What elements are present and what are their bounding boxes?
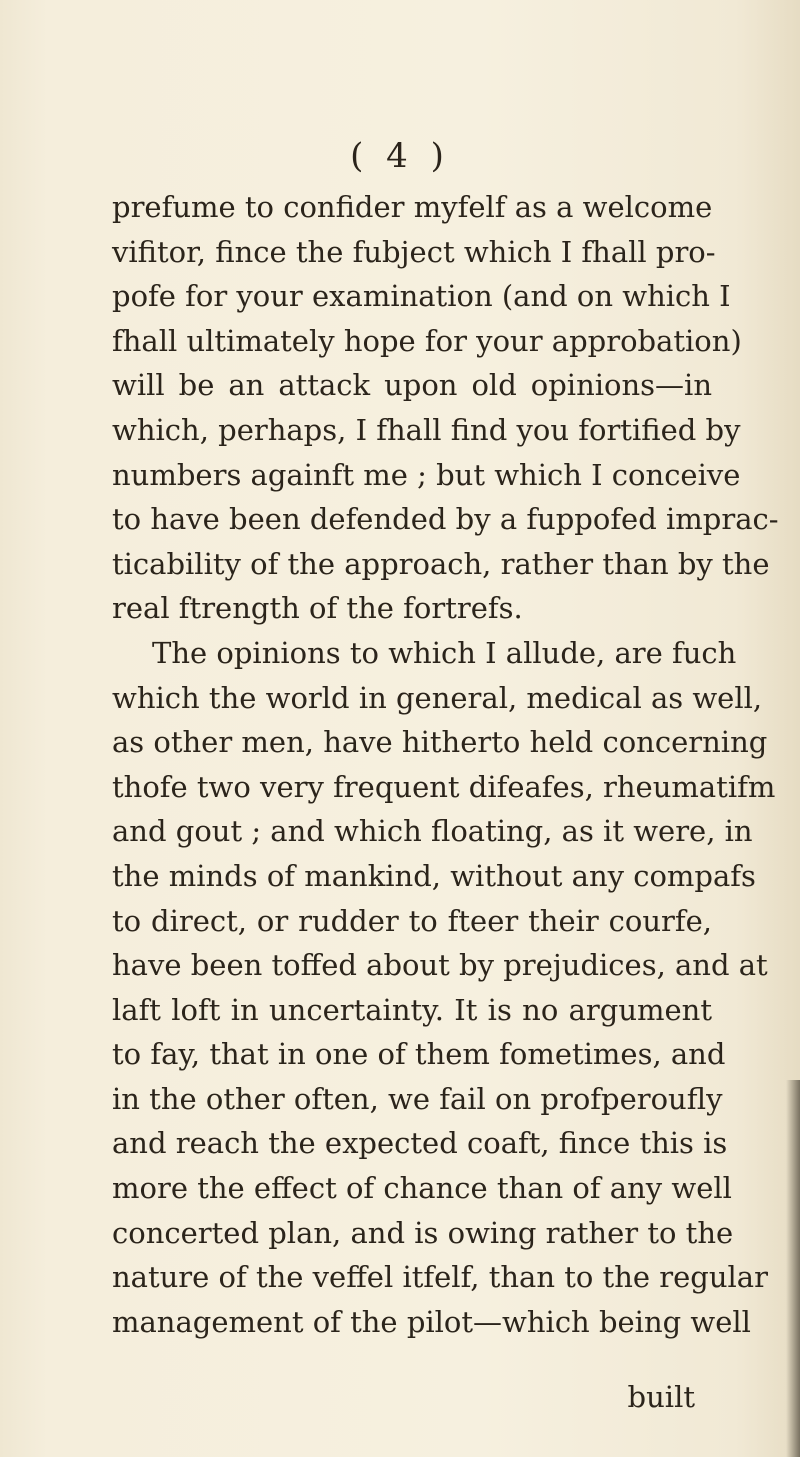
text-line: fhall ultimately hope for your approbation) xyxy=(112,323,742,358)
page-edge-shadow xyxy=(786,1080,800,1457)
text-line: real ftrength of the fortrefs. xyxy=(112,591,523,626)
text-line: to direct, or rudder to fteer their courfe, xyxy=(112,903,712,938)
text-line: prefume to confider myfelf as a welcome xyxy=(112,190,713,224)
text-line: which, perhaps, I fhall find you fortified by xyxy=(112,412,741,447)
text-line: pofe for your examination (and on which I xyxy=(112,279,731,314)
catchword: built xyxy=(627,1380,695,1414)
text-line: The opinions to which I allude, are fuch xyxy=(152,635,737,670)
text-line: ticability of the approach, rather than by the xyxy=(112,546,770,581)
text-line: in the other often, we fail on profperoufly xyxy=(112,1081,723,1116)
text-line: and gout ; and which floating, as it were, in xyxy=(112,814,753,849)
text-line: to fay, that in one of them fometimes, and xyxy=(112,1037,726,1072)
text-line: to have been defended by a fuppofed imprac- xyxy=(112,502,779,537)
text-line: vifitor, fince the fubject which I fhall pro- xyxy=(112,234,716,269)
text-line: management of the pilot—which being well xyxy=(112,1304,751,1339)
text-line: and reach the expected coaft, fince this is xyxy=(112,1126,728,1161)
text-line: nature of the veffel itfelf, than to the regular xyxy=(112,1260,768,1295)
text-line: numbers againft me ; but which I conceive xyxy=(112,457,741,492)
body-text xyxy=(112,185,779,1344)
text-line: have been toffed about by prejudices, and at xyxy=(112,948,768,983)
text-line: which the world in general, medical as well, xyxy=(112,680,763,715)
text-line: concerted plan, and is owing rather to the xyxy=(112,1215,734,1250)
text-line: thofe two very frequent difeafes, rheumatifm xyxy=(112,769,776,804)
text-line: laft loft in uncertainty. It is no argument xyxy=(112,992,712,1027)
text-line: as other men, have hitherto held concerning xyxy=(112,725,768,760)
text-line: the minds of mankind, without any compafs xyxy=(112,858,756,893)
text-line: more the effect of chance than of any well xyxy=(112,1171,732,1206)
text-line: will be an attack upon old opinions—in xyxy=(112,368,712,403)
page-number: ( 4 ) xyxy=(350,136,450,176)
